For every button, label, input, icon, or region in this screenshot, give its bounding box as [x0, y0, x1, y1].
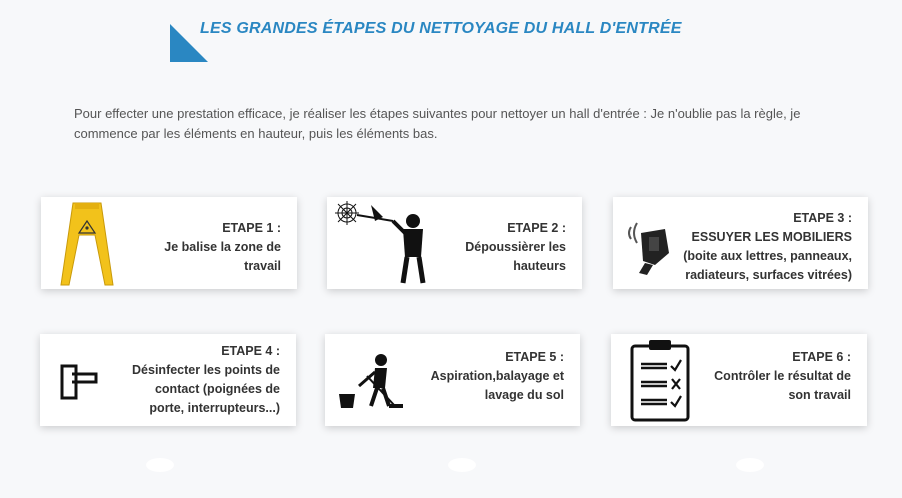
intro-paragraph: Pour effecter une prestation efficace, je réaliser les étapes suivantes pour nettoyer un hall d'entrée : Je n'oublie pas la règle, je commence par les éléments en hauteur, puis les éléments bas.	[74, 106, 801, 141]
step-6-desc: Contrôler le résultat de son travail	[714, 369, 851, 402]
step-4-desc: Désinfecter les points de contact (poignées de porte, interrupteurs...)	[132, 363, 280, 415]
step-1-desc: Je balise la zone de travail	[164, 240, 281, 273]
step-1-text	[131, 219, 281, 276]
page-title: LES GRANDES ÉTAPES DU NETTOYAGE DU HALL D'ENTRÉE	[200, 20, 682, 37]
step-card-6	[611, 334, 867, 426]
decorative-blob	[146, 458, 174, 472]
step-2-text	[446, 219, 566, 276]
step-1-title: ETAPE 1 :	[222, 221, 281, 235]
door-handle-icon	[60, 364, 100, 400]
step-3-title: ETAPE 3 :	[793, 211, 852, 225]
step-card-2	[327, 197, 582, 289]
step-3-desc: ESSUYER LES MOBILIERS (boite aux lettres, panneaux, radiateurs, surfaces vitrées)	[683, 230, 852, 282]
step-3-text	[672, 209, 852, 285]
step-2-title: ETAPE 2 :	[507, 221, 566, 235]
step-5-title: ETAPE 5 :	[505, 350, 564, 364]
step-card-3	[613, 197, 868, 289]
step-6-text	[701, 348, 851, 405]
step-card-1	[41, 197, 297, 289]
step-5-desc: Aspiration,balayage et lavage du sol	[430, 369, 564, 402]
decorative-blob	[736, 458, 764, 472]
cleaning-glove-icon	[625, 219, 671, 279]
step-card-4	[40, 334, 296, 426]
decorative-blob	[448, 458, 476, 472]
step-2-desc: Dépoussièrer les hauteurs	[465, 240, 566, 273]
checklist-clipboard-icon	[629, 338, 691, 422]
mopping-person-icon	[337, 350, 407, 410]
step-5-text	[414, 348, 564, 405]
step-6-title: ETAPE 6 :	[792, 350, 851, 364]
caution-sign-icon	[59, 199, 115, 287]
duster-person-icon	[331, 199, 431, 287]
step-card-5	[325, 334, 580, 426]
step-4-text	[120, 342, 280, 418]
step-4-title: ETAPE 4 :	[221, 344, 280, 358]
